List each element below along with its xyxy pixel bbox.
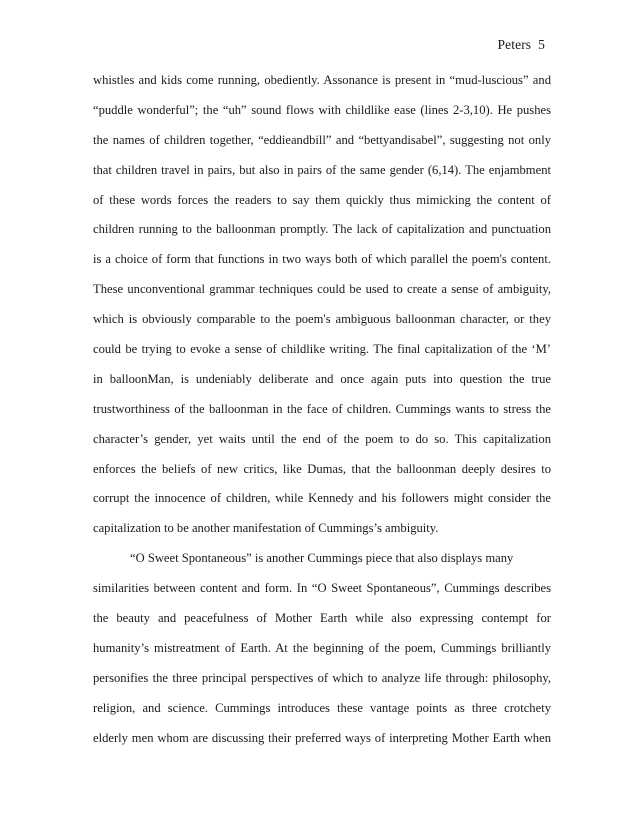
text-line: that children travel in pairs, but also in pairs of the same gender (6,14). The enjambment (93, 162, 551, 177)
running-header (498, 37, 545, 53)
text-line: elderly men whom are discussing their preferred ways of interpreting Mother Earth when (93, 730, 551, 745)
text-line: religion, and science. Cummings introduces these vantage points as three crotchety (93, 700, 551, 715)
text-line: in balloonMan, is undeniably deliberate and once again puts into question the true (93, 371, 551, 386)
text-line: trustworthiness of the balloonman in the face of children. Cummings wants to stress the (93, 401, 551, 416)
text-line: whistles and kids come running, obediently. Assonance is present in “mud-luscious” and (93, 73, 551, 87)
header-author: Peters (497, 37, 532, 52)
text-line: humanity’s mistreatment of Earth. At the beginning of the poem, Cummings brilliantly (93, 640, 551, 655)
page-number: 5 (538, 37, 545, 52)
text-line: enforces the beliefs of new critics, like Dumas, that the balloonman deeply desires to (93, 461, 551, 476)
body-text (93, 66, 551, 753)
text-line: similarities between content and form. In “O Sweet Spontaneous”, Cummings describes (93, 581, 551, 596)
text-line: corrupt the innocence of children, while Kennedy and his followers might consider the (93, 491, 551, 506)
text-line: children running to the balloonman promptly. The lack of capitalization and punctuation (93, 222, 551, 237)
text-line: of these words forces the readers to say them quickly thus mimicking the content of (93, 192, 551, 207)
text-line: is a choice of form that functions in two ways both of which parallel the poem's content. (93, 252, 551, 267)
text-line: personifies the three principal perspectives of which to analyze life through: philosophy, (93, 670, 551, 685)
text-line: capitalization to be another manifestation of Cummings’s ambiguity. (93, 521, 439, 536)
text-line: character’s gender, yet waits until the end of the poem to do so. This capitalization (93, 431, 551, 446)
text-line: “O Sweet Spontaneous” is another Cummings piece that also displays many (130, 551, 514, 566)
text-line: which is obviously comparable to the poem's ambiguous balloonman character, or they (93, 312, 551, 327)
text-line: the beauty and peacefulness of Mother Earth while also expressing contempt for (93, 611, 551, 626)
text-line: the names of children together, “eddieandbill” and “bettyandisabel”, suggesting not only (93, 132, 551, 147)
text-line: could be trying to evoke a sense of childlike writing. The final capitalization of the ‘M’ (93, 342, 551, 357)
paragraph (93, 544, 551, 753)
text-line: “puddle wonderful”; the “uh” sound flows with childlike ease (lines 2-3,10). He pushes (93, 102, 551, 117)
text-line: These unconventional grammar techniques could be used to create a sense of ambiguity, (93, 282, 551, 297)
paragraph (93, 66, 551, 544)
